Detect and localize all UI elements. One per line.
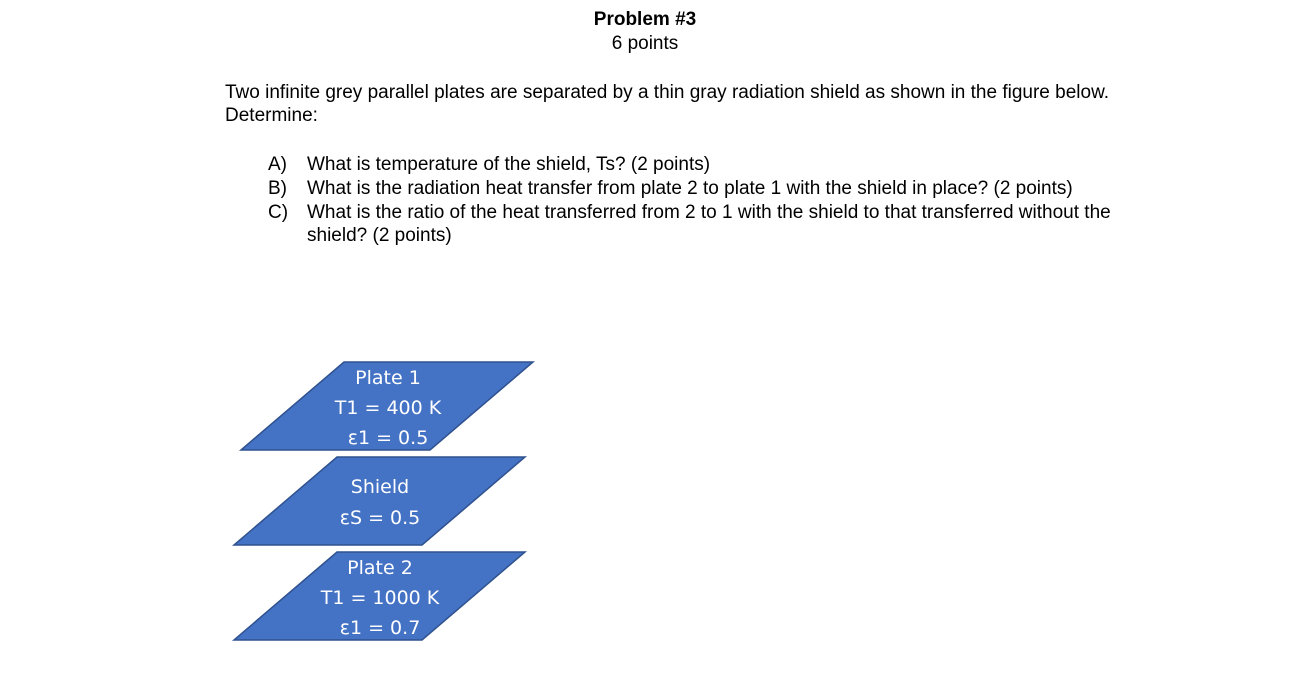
plate2-name: Plate 2 xyxy=(347,557,413,579)
question-text: What is the ratio of the heat transferred from 2 to 1 with the shield to that transferred without the shield? (2 points) xyxy=(307,202,1111,246)
question-letter: A) xyxy=(268,154,287,175)
question-text: What is temperature of the shield, Ts? (2 points) xyxy=(307,154,711,175)
question-letter: C) xyxy=(268,202,289,223)
problem-points: 6 points xyxy=(611,33,679,54)
plate2-temp: T1 = 1000 K xyxy=(320,587,440,609)
problem-intro: Two infinite grey parallel plates are separated by a thin gray radiation shield as shown in the figure below. Determine: xyxy=(225,82,1110,126)
shield-parallelogram xyxy=(234,457,525,545)
problem-title: Problem #3 xyxy=(593,9,697,30)
plate1-emissivity: ε1 = 0.5 xyxy=(347,427,429,449)
shield-name: Shield xyxy=(350,476,410,498)
shield-emissivity: εS = 0.5 xyxy=(339,507,421,529)
plate1-name: Plate 1 xyxy=(355,367,421,389)
plate1-temp: T1 = 400 K xyxy=(334,397,442,419)
question-text: What is the radiation heat transfer from plate 2 to plate 1 with the shield in place? (2 points) xyxy=(307,178,1073,199)
plate2-emissivity: ε1 = 0.7 xyxy=(339,617,421,639)
question-letter: B) xyxy=(268,178,287,199)
